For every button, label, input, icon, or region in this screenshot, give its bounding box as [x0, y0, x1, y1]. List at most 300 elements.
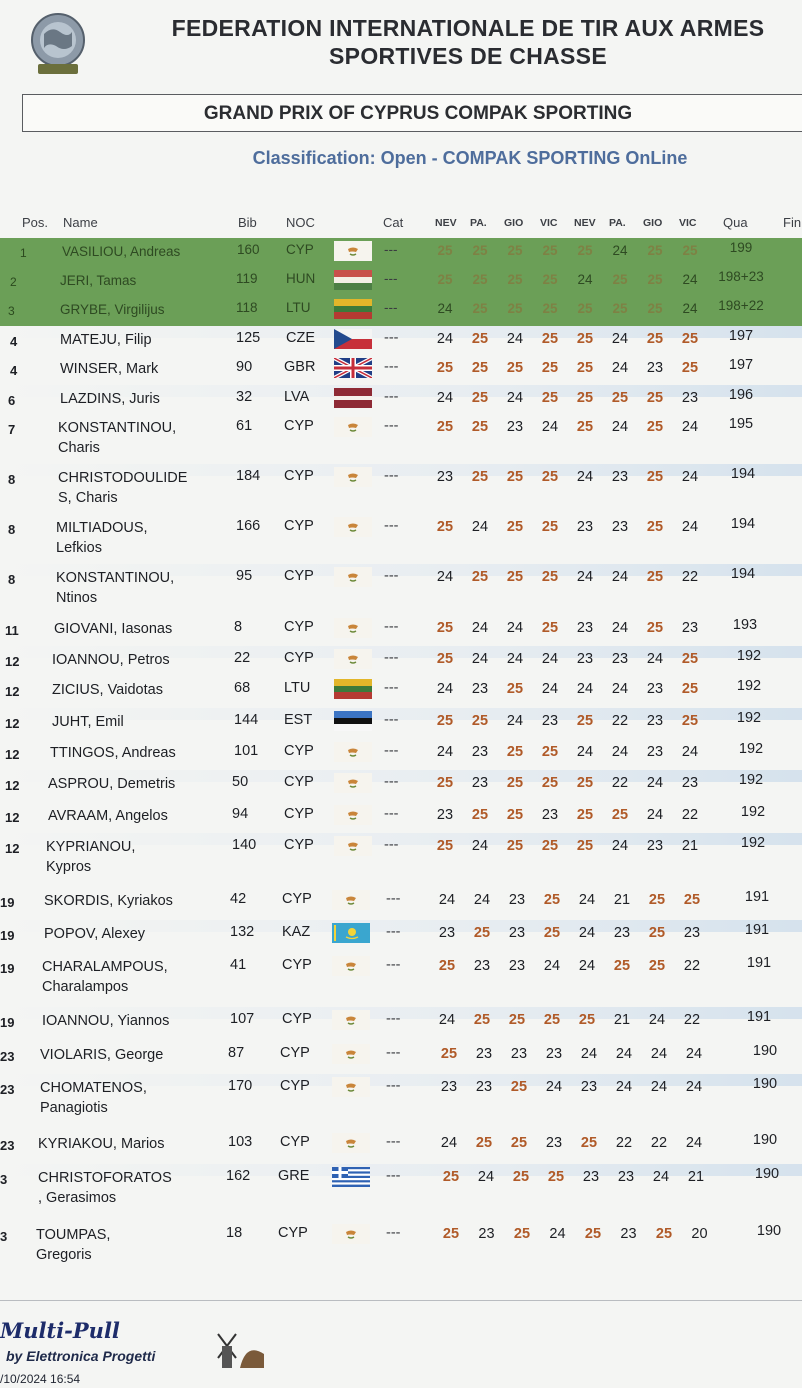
- round-score: 22: [615, 1135, 633, 1151]
- athlete-category: ---: [386, 957, 401, 973]
- athlete-name: [60, 300, 165, 320]
- col-noc: NOC: [286, 215, 315, 230]
- cyp-flag-icon: [334, 417, 372, 437]
- athlete-name-line1: MATEJU, Filip: [60, 332, 152, 348]
- round-score: 24: [438, 892, 456, 908]
- round-score: 25: [646, 390, 664, 406]
- round-score: 25: [473, 1012, 491, 1028]
- row-position: 4: [10, 363, 18, 378]
- round-score: 25: [507, 301, 523, 316]
- fitasc-logo-icon: [30, 12, 86, 76]
- round-score: 24: [646, 807, 664, 823]
- round-score: 25: [647, 243, 663, 258]
- round-score: 24: [436, 331, 454, 347]
- cyp-flag-icon: [332, 1077, 370, 1097]
- round-score: 25: [436, 519, 454, 535]
- round-score: 23: [436, 807, 454, 823]
- col-round-1: NEV: [435, 217, 457, 229]
- round-score: 24: [436, 744, 454, 760]
- round-score: 25: [506, 807, 524, 823]
- multipull-logo: Multi-Pull: [0, 1318, 120, 1343]
- cyp-flag-icon: [334, 836, 372, 856]
- athlete-bib: 132: [230, 924, 255, 940]
- athlete-category: ---: [384, 650, 399, 666]
- athlete-name: [52, 650, 170, 670]
- athlete-name-line1: IOANNOU, Yiannos: [42, 1013, 170, 1029]
- athlete-name: [56, 518, 148, 558]
- athlete-category: ---: [386, 924, 401, 940]
- round-score: 22: [683, 1012, 701, 1028]
- athlete-noc: KAZ: [282, 924, 311, 940]
- round-score: 25: [541, 331, 559, 347]
- kaz-flag-icon: [332, 923, 370, 943]
- athlete-noc: CYP: [284, 743, 314, 759]
- athlete-noc: CYP: [280, 1078, 310, 1094]
- round-score: 24: [438, 1012, 456, 1028]
- round-score: 25: [576, 807, 594, 823]
- cyp-flag-icon: [332, 1224, 370, 1244]
- round-score: 25: [506, 681, 524, 697]
- round-score: 23: [478, 1226, 495, 1242]
- round-score: 25: [543, 892, 561, 908]
- athlete-bib: 87: [228, 1045, 245, 1061]
- round-score: 25: [471, 569, 489, 585]
- round-score: 24: [685, 1046, 703, 1062]
- round-score: 25: [647, 301, 663, 316]
- round-score: 23: [440, 1079, 458, 1095]
- round-score: 25: [648, 958, 666, 974]
- round-score: 25: [580, 1135, 598, 1151]
- round-score: 24: [646, 775, 664, 791]
- round-score: 24: [681, 419, 699, 435]
- athlete-noc: CYP: [284, 568, 314, 584]
- round-score: 25: [510, 1135, 528, 1151]
- cyp-flag-icon: [334, 467, 372, 487]
- athlete-noc: CYP: [286, 242, 314, 257]
- athlete-category: ---: [384, 619, 399, 635]
- round-score: 25: [471, 419, 489, 435]
- athlete-category: ---: [384, 468, 399, 484]
- row-position: 12: [5, 841, 20, 856]
- round-score: 25: [440, 1046, 458, 1062]
- round-score: 25: [472, 272, 488, 287]
- athlete-name-line1: AVRAAM, Angelos: [48, 808, 168, 824]
- round-score: 25: [506, 360, 524, 376]
- round-score: 23: [582, 1169, 600, 1185]
- round-score: 25: [547, 1169, 565, 1185]
- athlete-name: [36, 1225, 110, 1265]
- qualification-total: 193: [732, 617, 758, 633]
- round-score: 25: [646, 331, 664, 347]
- athlete-bib: 125: [236, 330, 261, 346]
- athlete-noc: CYP: [282, 1011, 312, 1027]
- round-score: 24: [506, 390, 524, 406]
- athlete-noc: CYP: [284, 650, 314, 666]
- athlete-bib: 118: [236, 300, 258, 315]
- athlete-name-line1: JERI, Tamas: [60, 273, 137, 288]
- round-score: 25: [541, 519, 559, 535]
- round-score: 21: [613, 892, 631, 908]
- round-score: 25: [436, 419, 454, 435]
- athlete-name: [42, 1011, 169, 1031]
- round-score: 25: [648, 925, 666, 941]
- round-score: 23: [617, 1169, 635, 1185]
- round-score: 23: [545, 1046, 563, 1062]
- col-pos: Pos.: [22, 215, 49, 230]
- round-score: 25: [472, 301, 488, 316]
- athlete-bib: 144: [234, 712, 259, 728]
- round-score: 25: [577, 243, 593, 258]
- classification-title: Classification: Open - COMPAK SPORTING OnLine: [252, 148, 688, 168]
- round-score: 25: [578, 1012, 596, 1028]
- athlete-name-line2: S, Charis: [58, 490, 118, 506]
- qualification-total: 192: [736, 710, 762, 726]
- round-score: 23: [473, 958, 491, 974]
- round-score: 25: [541, 360, 559, 376]
- row-position: 1: [20, 246, 27, 260]
- athlete-name-line1: CHRISTODOULIDE: [58, 470, 188, 486]
- qualification-total: 191: [744, 922, 770, 938]
- round-score: 24: [471, 651, 489, 667]
- athlete-name-line1: GRYBE, Virgilijus: [60, 302, 165, 317]
- athlete-name: [60, 389, 160, 409]
- qualification-total: 190: [752, 1076, 778, 1092]
- print-timestamp: /10/2024 16:54: [0, 1372, 81, 1386]
- athlete-bib: 119: [236, 271, 258, 286]
- est-flag-icon: [334, 711, 372, 731]
- round-score: 25: [506, 744, 524, 760]
- athlete-name-line1: ZICIUS, Vaidotas: [52, 682, 163, 698]
- athlete-bib: 94: [232, 806, 249, 822]
- round-score: 25: [472, 243, 488, 258]
- round-score: 25: [541, 569, 559, 585]
- round-score: 24: [682, 301, 698, 316]
- athlete-category: ---: [384, 743, 399, 759]
- round-score: 24: [436, 681, 454, 697]
- athlete-category: ---: [386, 1168, 401, 1184]
- round-score: 25: [646, 620, 664, 636]
- qualification-total: 194: [730, 466, 756, 482]
- athlete-bib: 140: [232, 837, 257, 853]
- round-score: 25: [646, 519, 664, 535]
- athlete-bib: 42: [230, 891, 247, 907]
- round-score: 24: [615, 1046, 633, 1062]
- athlete-name-line2: Charalampos: [42, 979, 129, 995]
- round-score: 23: [508, 892, 526, 908]
- athlete-bib: 50: [232, 774, 249, 790]
- round-score: 25: [436, 360, 454, 376]
- athlete-name-line1: KYRIAKOU, Marios: [38, 1136, 165, 1152]
- round-score: 25: [576, 838, 594, 854]
- athlete-noc: HUN: [286, 271, 316, 286]
- round-score: 24: [576, 569, 594, 585]
- round-score: 25: [436, 651, 454, 667]
- round-score: 22: [611, 713, 629, 729]
- athlete-name-line1: GIOVANI, Iasonas: [54, 621, 173, 637]
- col-qua: Qua: [723, 215, 748, 230]
- row-position: 23: [0, 1082, 15, 1097]
- athlete-name-line1: VIOLARIS, George: [40, 1047, 164, 1063]
- round-score: 24: [549, 1226, 566, 1242]
- row-position: 2: [10, 275, 17, 289]
- athlete-category: ---: [384, 680, 399, 696]
- cyp-flag-icon: [334, 742, 372, 762]
- round-score: 24: [576, 681, 594, 697]
- document-footer: [0, 1300, 802, 1388]
- athlete-noc: CYP: [280, 1134, 310, 1150]
- round-score: 24: [471, 620, 489, 636]
- round-score: 23: [436, 469, 454, 485]
- athlete-name-line1: ASPROU, Demetris: [48, 776, 176, 792]
- round-score: 23: [611, 469, 629, 485]
- athlete-bib: 160: [237, 242, 260, 257]
- athlete-name: [60, 359, 158, 379]
- round-score: 23: [681, 620, 699, 636]
- round-score: 23: [611, 651, 629, 667]
- qualification-total: 190: [752, 1132, 778, 1148]
- round-score: 21: [613, 1012, 631, 1028]
- athlete-category: ---: [384, 774, 399, 790]
- cyp-flag-icon: [332, 890, 370, 910]
- lva-flag-icon: [334, 388, 372, 408]
- round-score: 25: [542, 272, 558, 287]
- athlete-name: [48, 806, 168, 826]
- athlete-category: ---: [384, 389, 399, 405]
- round-score: 24: [577, 272, 593, 287]
- row-position: 12: [5, 684, 20, 699]
- round-score: 24: [611, 681, 629, 697]
- row-position: 4: [10, 334, 18, 349]
- round-score: 23: [510, 1046, 528, 1062]
- round-score: 25: [507, 272, 523, 287]
- athlete-noc: CYP: [284, 418, 314, 434]
- round-score: 23: [576, 620, 594, 636]
- hun-flag-icon: [334, 270, 372, 290]
- athlete-bib: 18: [226, 1225, 243, 1241]
- athlete-category: ---: [384, 300, 398, 315]
- athlete-name-line1: JUHT, Emil: [52, 714, 124, 730]
- athlete-name-line2: Lefkios: [56, 540, 102, 556]
- round-score: 25: [442, 1169, 460, 1185]
- round-score: 22: [683, 958, 701, 974]
- round-score: 24: [545, 1079, 563, 1095]
- round-score: 25: [681, 681, 699, 697]
- round-score: 24: [611, 620, 629, 636]
- cyp-flag-icon: [332, 1133, 370, 1153]
- qualification-total: 196: [728, 387, 754, 403]
- round-score: 24: [436, 569, 454, 585]
- round-score: 25: [577, 301, 593, 316]
- row-position: 19: [0, 961, 15, 976]
- round-score: 24: [611, 419, 629, 435]
- federation-title: FEDERATION INTERNATIONALE DE TIR AUX ARMES SPORTIVES DE CHASSE: [171, 15, 765, 69]
- qualification-total: 190: [752, 1043, 778, 1059]
- athlete-category: ---: [386, 1045, 401, 1061]
- round-score: 24: [611, 838, 629, 854]
- round-score: 23: [646, 838, 664, 854]
- athlete-noc: CYP: [280, 1045, 310, 1061]
- round-score: 25: [541, 620, 559, 636]
- athlete-name-line1: TOUMPAS,: [36, 1227, 111, 1243]
- round-score: 23: [471, 681, 489, 697]
- row-position: 3: [0, 1229, 8, 1244]
- athlete-name-line2: Gregoris: [36, 1247, 92, 1263]
- athlete-name: [50, 743, 176, 763]
- athlete-bib: 107: [230, 1011, 255, 1027]
- round-score: 25: [506, 569, 524, 585]
- round-score: 24: [646, 651, 664, 667]
- round-score: 23: [620, 1226, 637, 1242]
- col-round-5: NEV: [574, 217, 596, 229]
- round-score: 21: [681, 838, 699, 854]
- athlete-category: ---: [386, 891, 401, 907]
- row-position: 3: [8, 304, 15, 318]
- round-score: 23: [646, 713, 664, 729]
- col-round-3: GIO: [504, 217, 524, 229]
- round-score: 25: [576, 390, 594, 406]
- row-position: 23: [0, 1138, 15, 1153]
- athlete-name-line1: KYPRIANOU,: [46, 839, 136, 855]
- athlete-name-line1: MILTIADOUS,: [56, 520, 148, 536]
- round-score: 25: [506, 775, 524, 791]
- athlete-name-line1: KONSTANTINOU,: [56, 570, 175, 586]
- qualification-total: 191: [744, 889, 770, 905]
- round-score: 25: [681, 331, 699, 347]
- round-score: 25: [471, 390, 489, 406]
- round-score: 23: [681, 775, 699, 791]
- athlete-noc: CYP: [282, 891, 312, 907]
- round-score: 25: [471, 360, 489, 376]
- athlete-noc: LVA: [284, 389, 310, 405]
- round-score: 24: [681, 469, 699, 485]
- athlete-name: [58, 418, 176, 458]
- round-score: 23: [508, 925, 526, 941]
- round-score: 25: [442, 1226, 460, 1242]
- athlete-name-line2: Panagiotis: [40, 1100, 108, 1116]
- qualification-total: 192: [736, 678, 762, 694]
- qualification-total: 192: [740, 804, 766, 820]
- round-score: 23: [475, 1046, 493, 1062]
- qualification-total: 192: [740, 835, 766, 851]
- athlete-category: ---: [384, 418, 399, 434]
- athlete-bib: 41: [230, 957, 247, 973]
- row-position: 8: [8, 472, 16, 487]
- round-score: 24: [612, 243, 628, 258]
- round-score: 24: [611, 744, 629, 760]
- athlete-noc: EST: [284, 712, 313, 728]
- round-score: 25: [471, 713, 489, 729]
- round-score: 25: [576, 419, 594, 435]
- competition-title-box: [22, 94, 802, 132]
- round-score: 25: [436, 838, 454, 854]
- row-position: 3: [0, 1172, 8, 1187]
- round-score: 25: [647, 272, 663, 287]
- row-position: 6: [8, 393, 16, 408]
- round-score: 25: [683, 892, 701, 908]
- round-score: 25: [655, 1226, 673, 1242]
- athlete-noc: CYP: [284, 518, 314, 534]
- athlete-category: ---: [386, 1011, 401, 1027]
- athlete-name: [44, 891, 173, 911]
- athlete-name: [62, 242, 180, 262]
- round-score: 24: [440, 1135, 458, 1151]
- round-score: 25: [541, 838, 559, 854]
- round-score: 25: [646, 569, 664, 585]
- round-score: 25: [576, 331, 594, 347]
- athlete-bib: 8: [234, 619, 243, 635]
- col-round-8: VIC: [679, 217, 697, 229]
- athlete-category: ---: [384, 242, 398, 257]
- round-score: 25: [613, 958, 631, 974]
- round-score: 24: [437, 301, 453, 316]
- athlete-name-line2: Kypros: [46, 859, 92, 875]
- round-score: 25: [471, 469, 489, 485]
- round-score: 24: [681, 744, 699, 760]
- row-position: 23: [0, 1049, 15, 1064]
- round-score: 24: [650, 1046, 668, 1062]
- round-score: 25: [506, 469, 524, 485]
- round-score: 25: [475, 1135, 493, 1151]
- ltu-flag-icon: [334, 299, 372, 319]
- athlete-bib: 61: [236, 418, 253, 434]
- qualification-total: 195: [728, 416, 754, 432]
- round-score: 25: [543, 925, 561, 941]
- round-score: 23: [545, 1135, 563, 1151]
- athlete-bib: 103: [228, 1134, 253, 1150]
- round-score: 25: [541, 775, 559, 791]
- round-score: 25: [473, 925, 491, 941]
- athlete-name-line1: SKORDIS, Kyriakos: [44, 893, 173, 909]
- gbr-flag-icon: [334, 358, 372, 378]
- athlete-noc: CYP: [282, 957, 312, 973]
- round-score: 24: [436, 390, 454, 406]
- round-score: 25: [584, 1226, 602, 1242]
- qualification-total: 199: [729, 240, 753, 255]
- athlete-noc: CYP: [284, 806, 314, 822]
- round-score: 25: [436, 620, 454, 636]
- qualification-total: 191: [746, 955, 772, 971]
- round-score: 24: [541, 419, 559, 435]
- row-position: 11: [5, 623, 19, 638]
- round-score: 25: [612, 301, 628, 316]
- row-position: 19: [0, 928, 15, 943]
- round-score: 24: [578, 892, 596, 908]
- athlete-name: [44, 924, 145, 944]
- gre-flag-icon: [332, 1167, 370, 1187]
- round-score: 25: [543, 1012, 561, 1028]
- round-score: 25: [506, 519, 524, 535]
- round-score: 25: [541, 469, 559, 485]
- qualification-total: 192: [736, 648, 762, 664]
- athlete-bib: 170: [228, 1078, 253, 1094]
- athlete-noc: GRE: [278, 1168, 310, 1184]
- athlete-category: ---: [386, 1134, 401, 1150]
- round-score: 23: [576, 651, 594, 667]
- cyp-flag-icon: [332, 1010, 370, 1030]
- round-score: 23: [508, 958, 526, 974]
- round-score: 25: [576, 360, 594, 376]
- athlete-name: [38, 1134, 165, 1154]
- athlete-name: [40, 1045, 163, 1065]
- round-score: 23: [471, 744, 489, 760]
- athlete-bib: 68: [234, 680, 251, 696]
- round-score: 23: [683, 925, 701, 941]
- athlete-name-line1: CHRISTOFORATOS: [38, 1170, 172, 1186]
- athlete-name-line1: LAZDINS, Juris: [60, 391, 160, 407]
- round-score: 24: [611, 360, 629, 376]
- round-score: 24: [652, 1169, 670, 1185]
- row-position: 12: [5, 778, 20, 793]
